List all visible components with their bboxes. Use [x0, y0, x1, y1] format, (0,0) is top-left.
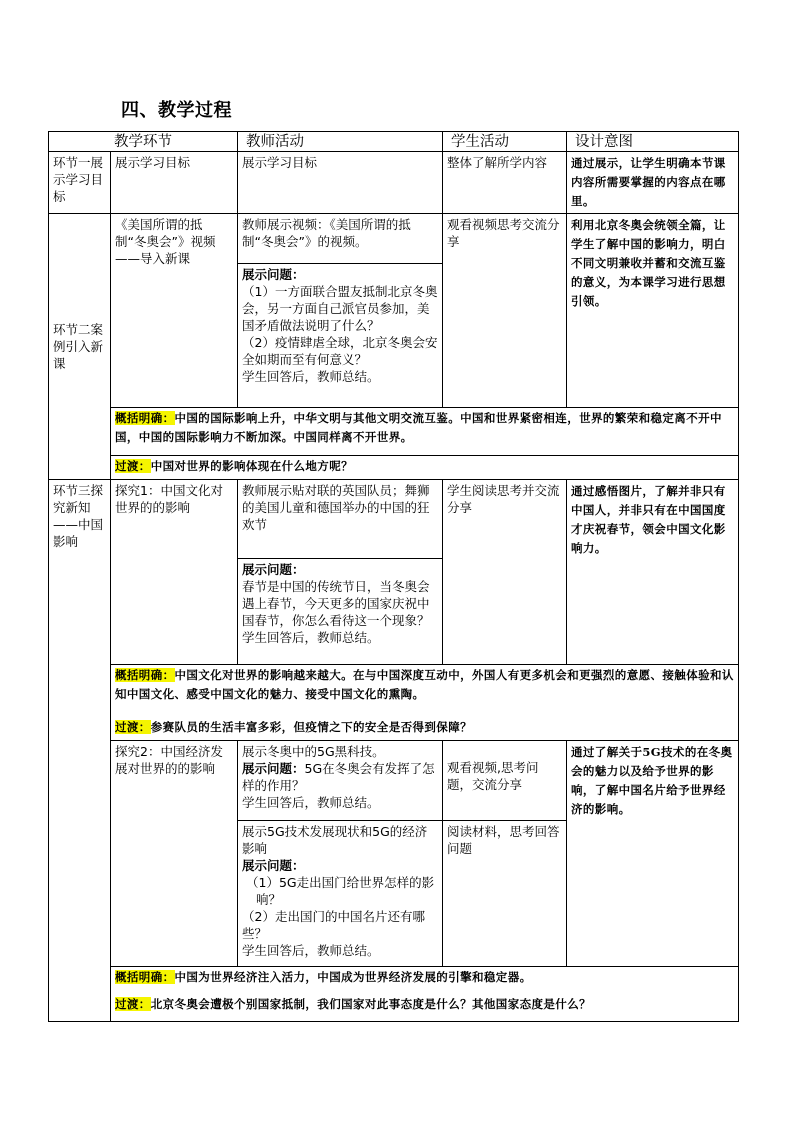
table-header-row: [49, 132, 739, 152]
stage3-t3-q2: （2）走出国门的中国名片还有哪些？: [242, 909, 425, 941]
stage3-t2-question: [242, 760, 438, 794]
stage2-q2: （2）疫情肆虐全球，北京冬奥会安全如期而至有何意义？: [242, 335, 438, 367]
stage3-summary2-text: 中国为世界经济注入活力，中国成为世界经济发展的引擎和稳定器。: [174, 970, 532, 984]
stage3-transition1-label: 过渡：: [115, 720, 151, 734]
table-row: [49, 152, 739, 214]
stage2-transition-text: 中国对世界的影响体现在什么地方呢？: [150, 459, 354, 473]
stage3-t3-show: 展示5G技术发展现状和5G的经济影响: [242, 824, 428, 856]
table-row: [49, 408, 739, 456]
stage1-label: 环节一展示学习目标: [49, 152, 111, 214]
stage2-summary-text: 中国的国际影响上升，中华文明与其他文明交流互鉴。中国和世界紧密相连，世界的繁荣和稳定离不开中国，中国的国际影响力不断加深。中国同样离不开世界。: [115, 411, 722, 444]
stage3-question-label: 展示问题：: [242, 562, 305, 577]
stage3-summary1-text: 中国文化对世界的影响越来越大。在与中国深度互动中，外国人有更多机会和更强烈的意愿、接触体验和认知中国文化、感受中国文化的魅力、接受中国文化的熏陶。: [115, 668, 734, 701]
stage2-transition-label: 过渡：: [115, 459, 151, 473]
stage3-t3: [238, 821, 443, 967]
stage3-q: 春节是中国的传统节日，当冬奥会遇上春节，今天更多的国家庆祝中国春节，你怎么看待这一个现象？: [242, 579, 430, 628]
header-stage: 教学环节: [49, 132, 238, 152]
stage3-transition2-label: 过渡：: [115, 997, 151, 1011]
table-row: [49, 967, 739, 1022]
stage3-summary2: [111, 967, 739, 1022]
stage2-questions: [238, 264, 443, 408]
stage2-label: [49, 214, 111, 480]
stage3-answer: 学生回答后，教师总结。: [242, 630, 380, 645]
stage3-t2-show: 展示冬奥中的5G黑科技。: [242, 744, 385, 759]
stage3-teacher-show: 教师展示贴对联的英国队员；舞狮的美国儿童和德国举办的中国的狂欢节: [238, 480, 443, 559]
stage3-student2-text: 观看视频,思考问题，交流分享: [447, 760, 539, 792]
section-heading: 四、教学过程: [121, 100, 232, 121]
stage1-intent: 通过展示，让学生明确本节课内容所需要掌握的内容点在哪里。: [567, 152, 739, 214]
stage2-teacher-video: 教师展示视频：《美国所谓的抵制“冬奥会”》的视频。: [238, 214, 443, 264]
header-student: 学生活动: [443, 132, 567, 152]
stage3-t3-q1: （1）5G走出国门给世界怎样的影响？: [246, 875, 435, 907]
table-row: [49, 741, 739, 821]
stage3-t2: [238, 741, 443, 821]
stage1-content: 展示学习目标: [111, 152, 238, 214]
stage3-transition2-text: 北京冬奥会遭极个别国家抵制，我们国家对此事态度是什么？其他国家态度是什么？: [150, 997, 591, 1011]
stage2-content: 《美国所谓的抵制“冬奥会”》视频——导入新课: [111, 214, 238, 408]
stage3-student1: 学生阅读思考并交流分享: [443, 480, 567, 665]
stage2-question-label: 展示问题：: [242, 267, 305, 282]
stage3-t2-q-label: 展示问题：: [242, 761, 305, 776]
stage3-transition1-text: 参赛队员的生活丰富多彩，但疫情之下的安全是否得到保障？: [150, 720, 472, 734]
stage3-summary2-label: 概括明确：: [115, 970, 175, 984]
stage3-questions: [238, 559, 443, 665]
table-row: [49, 665, 739, 741]
header-intent: 设计意图: [567, 132, 739, 152]
stage2-intent: 利用北京冬奥会统领全篇，让学生了解中国的影响力，明白不同文明兼收并蓄和交流互鉴的意义，为本课学习进行思想引领。: [567, 214, 739, 408]
stage3-t2-answer: 学生回答后，教师总结。: [242, 795, 380, 810]
stage2-student: 观看视频思考交流分享: [443, 214, 567, 408]
stage3-summary1: [111, 665, 739, 741]
header-teacher: 教师活动: [238, 132, 443, 152]
stage3-explore2: 探究2：中国经济发展对世界的的影响: [111, 741, 238, 967]
stage3-t3-q-label: 展示问题：: [242, 858, 305, 873]
stage3-t2-q: 5G在冬奥会有发挥了怎样的作用？: [242, 761, 435, 793]
stage3-intent1: 通过感悟图片，了解并非只有中国人，并非只有在中国国度才庆祝春节，领会中国文化影响力。: [567, 480, 739, 665]
stage2-transition: [111, 456, 739, 480]
teaching-process-table: [48, 131, 739, 1022]
stage3-label: 环节三探究新知——中国影响: [49, 480, 111, 1022]
stage2-label-text: 环节二案例引入新课: [53, 322, 104, 371]
table-row: [49, 480, 739, 559]
stage2-q1: （1）一方面联合盟友抵制北京冬奥会，另一方面自己派官员参加，美国矛盾做法说明了什么？: [242, 284, 438, 333]
table-row: [49, 214, 739, 264]
table-row: [49, 456, 739, 480]
stage3-t3-answer: 学生回答后，教师总结。: [242, 943, 380, 958]
stage3-summary1-label: 概括明确：: [115, 668, 175, 682]
stage3-explore1: 探究1：中国文化对世界的的影响: [111, 480, 238, 665]
stage2-summary-label: 概括明确：: [115, 411, 175, 425]
stage1-student: 整体了解所学内容: [443, 152, 567, 214]
stage2-summary: [111, 408, 739, 456]
stage3-student3: 阅读材料，思考回答问题: [443, 821, 567, 967]
stage2-answer: 学生回答后，教师总结。: [242, 369, 380, 384]
stage3-student2: [443, 741, 567, 821]
stage3-intent2: 通过了解关于5G技术的在冬奥会的魅力以及给予世界的影响，了解中国名片给予世界经济的影响。: [567, 741, 739, 967]
stage1-teacher: 展示学习目标: [238, 152, 443, 214]
